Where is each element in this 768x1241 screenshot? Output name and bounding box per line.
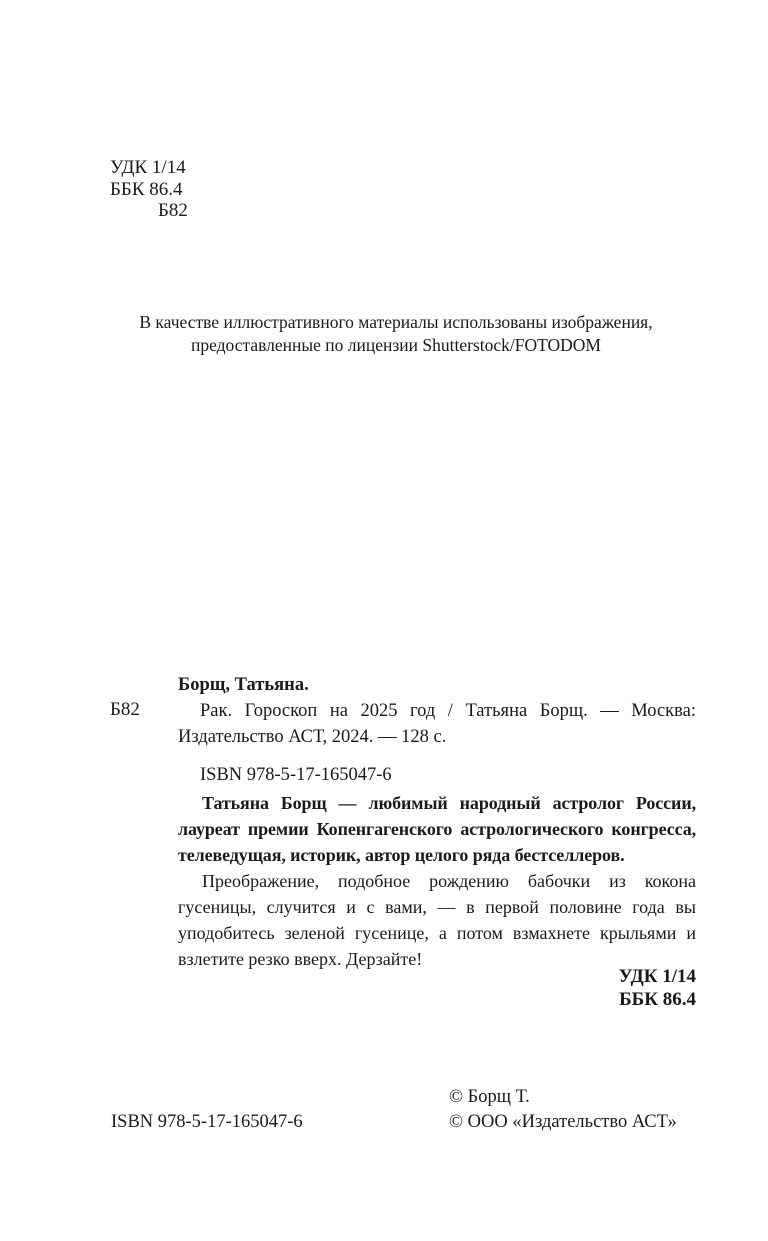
bibliographic-isbn: ISBN 978-5-17-165047-6: [200, 765, 392, 785]
bbk-code-bottom: ББК 86.4: [619, 989, 696, 1010]
author-heading: Борщ, Татьяна.: [178, 675, 309, 695]
annotation-block: [178, 790, 696, 972]
footer-copyright-block: [449, 1085, 677, 1135]
author-code-top: Б82: [158, 200, 188, 221]
copyright-author: © Борщ Т.: [449, 1087, 530, 1107]
bibliographic-record: [110, 672, 696, 788]
credit-note-line-2: предоставленные по лицензии Shutterstock/FOTODOM: [191, 335, 601, 355]
classification-block-top: [110, 157, 188, 222]
book-summary-paragraph: Преображение, подобное рождению бабочки из кокона гусеницы, случится и с вами, — в первой половине года вы уподобитесь зеленой гусенице, а потом взмахнете крыльями и взлетите резко вверх. Дерзайте!: [178, 871, 696, 969]
shelf-code: Б82: [110, 699, 140, 720]
footer-isbn: ISBN 978-5-17-165047-6: [111, 1112, 303, 1132]
author-bio-paragraph: Татьяна Борщ — любимый народный астролог России, лауреат премии Копенгагенского астрологического конгресса, телеведущая, историк, автор целого ряда бестселлеров.: [178, 793, 696, 865]
copyright-publisher: © ООО «Издательство АСТ»: [449, 1112, 677, 1132]
bbk-code-top: ББК 86.4: [110, 178, 183, 200]
bibliographic-record-body: [178, 672, 696, 788]
udk-code-bottom: УДК 1/14: [618, 966, 696, 987]
udk-code-top: УДК 1/14: [110, 157, 186, 178]
classification-block-bottom: [619, 965, 696, 1011]
credit-note-line-1: В качестве иллюстративного материалы использованы изображения,: [139, 312, 653, 332]
bibliographic-description: Рак. Гороскоп на 2025 год / Татьяна Борщ. — Москва: Издательство АСТ, 2024. — 128 с.: [178, 701, 696, 747]
illustration-credit-note: [96, 311, 696, 357]
